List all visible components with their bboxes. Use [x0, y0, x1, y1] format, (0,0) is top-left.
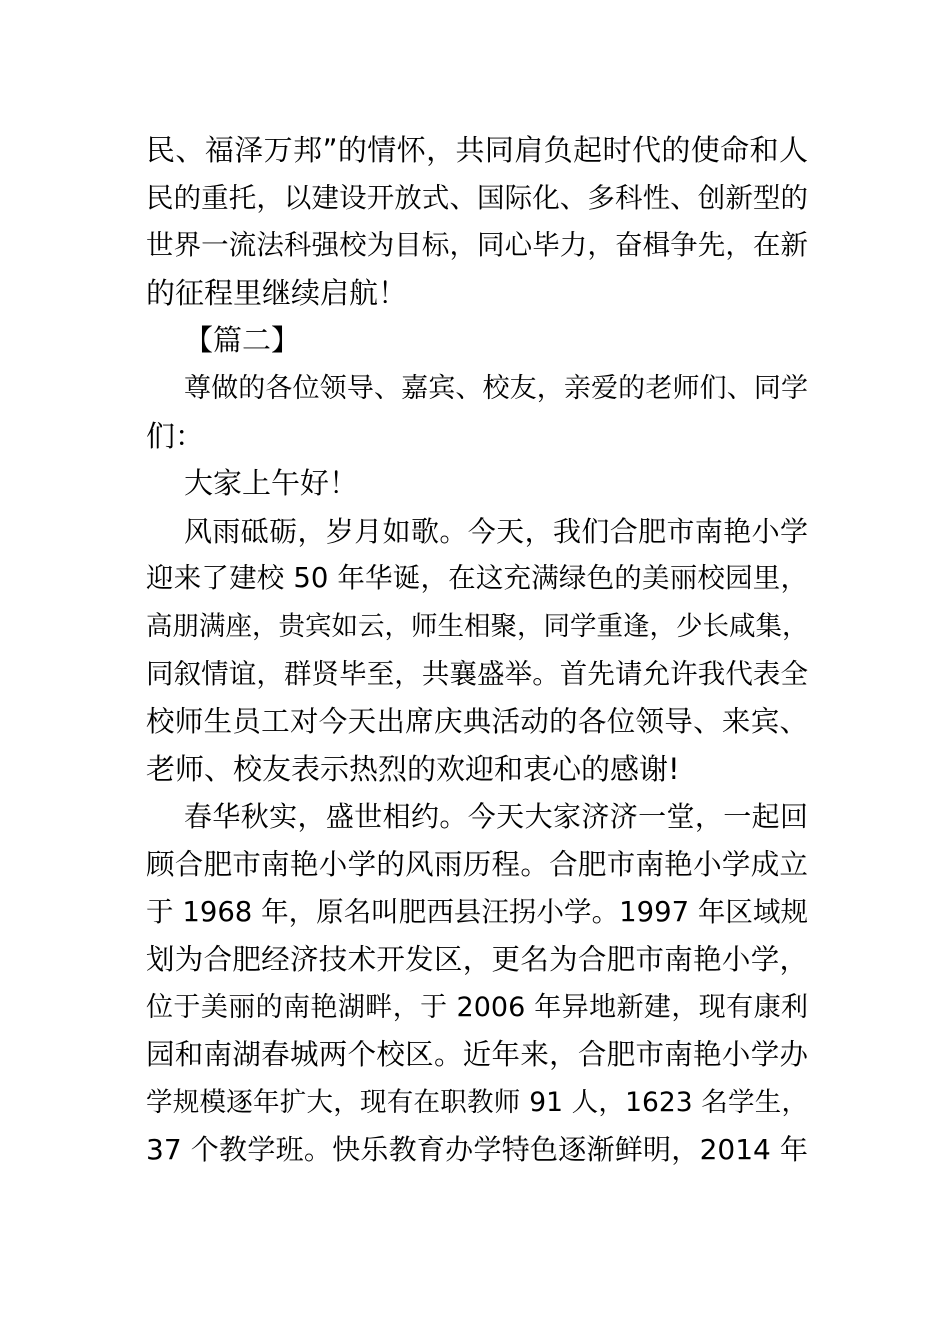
text-line: 世界一流法科强校为目标，同心毕力，奋楫争先，在新	[146, 229, 808, 262]
text-line: 民、福泽万邦”的情怀，共同肩负起时代的使命和人	[146, 133, 808, 167]
text-line: 顾合肥市南艳小学的风雨历程。合肥市南艳小学成立	[146, 847, 808, 881]
text-line: 划为合肥经济技术开发区，更名为合肥市南艳小学，	[146, 943, 808, 977]
text-line: 园和南湖春城两个校区。近年来，合肥市南艳小学办	[146, 1038, 808, 1072]
text-line: 迎来了建校 50 年华诞，在这充满绿色的美丽校园里，	[146, 562, 808, 595]
text-line: 老师、校友表示热烈的欢迎和衷心的感谢!	[146, 751, 680, 786]
text-line: 校师生员工对今天出席庆典活动的各位领导、来宾、	[146, 705, 808, 739]
text-line: 春华秋实，盛世相约。今天大家济济一堂，一起回	[184, 800, 808, 834]
text-line: 民的重托，以建设开放式、国际化、多科性、创新型的	[146, 181, 808, 214]
text-line: 于 1968 年，原名叫肥西县汪拐小学。1997 年区域规	[146, 895, 808, 928]
text-line: 同叙情谊，群贤毕至，共襄盛举。首先请允许我代表全	[146, 657, 808, 690]
text-line: 高朋满座，贵宾如云，师生相聚，同学重逢，少长咸集，	[146, 610, 808, 642]
text-line: 尊做的各位领导、嘉宾、校友，亲爱的老师们、同学	[184, 372, 808, 404]
document-body	[146, 127, 808, 1174]
text-line: 37 个教学班。快乐教育办学特色逐渐鲜明，2014 年	[146, 1133, 808, 1167]
text-line: 大家上午好！	[184, 466, 359, 501]
text-line: 位于美丽的南艳湖畔，于 2006 年异地新建，现有康利	[146, 991, 808, 1023]
text-line: 学规模逐年扩大，现有在职教师 91 人，1623 名学生，	[146, 1086, 808, 1118]
text-line: 们：	[146, 418, 205, 453]
text-line: 风雨砥砺，岁月如歌。今天，我们合肥市南艳小学	[184, 514, 808, 548]
text-line: 的征程里继续启航！	[146, 275, 408, 310]
section-heading: 【篇二】	[184, 323, 301, 358]
